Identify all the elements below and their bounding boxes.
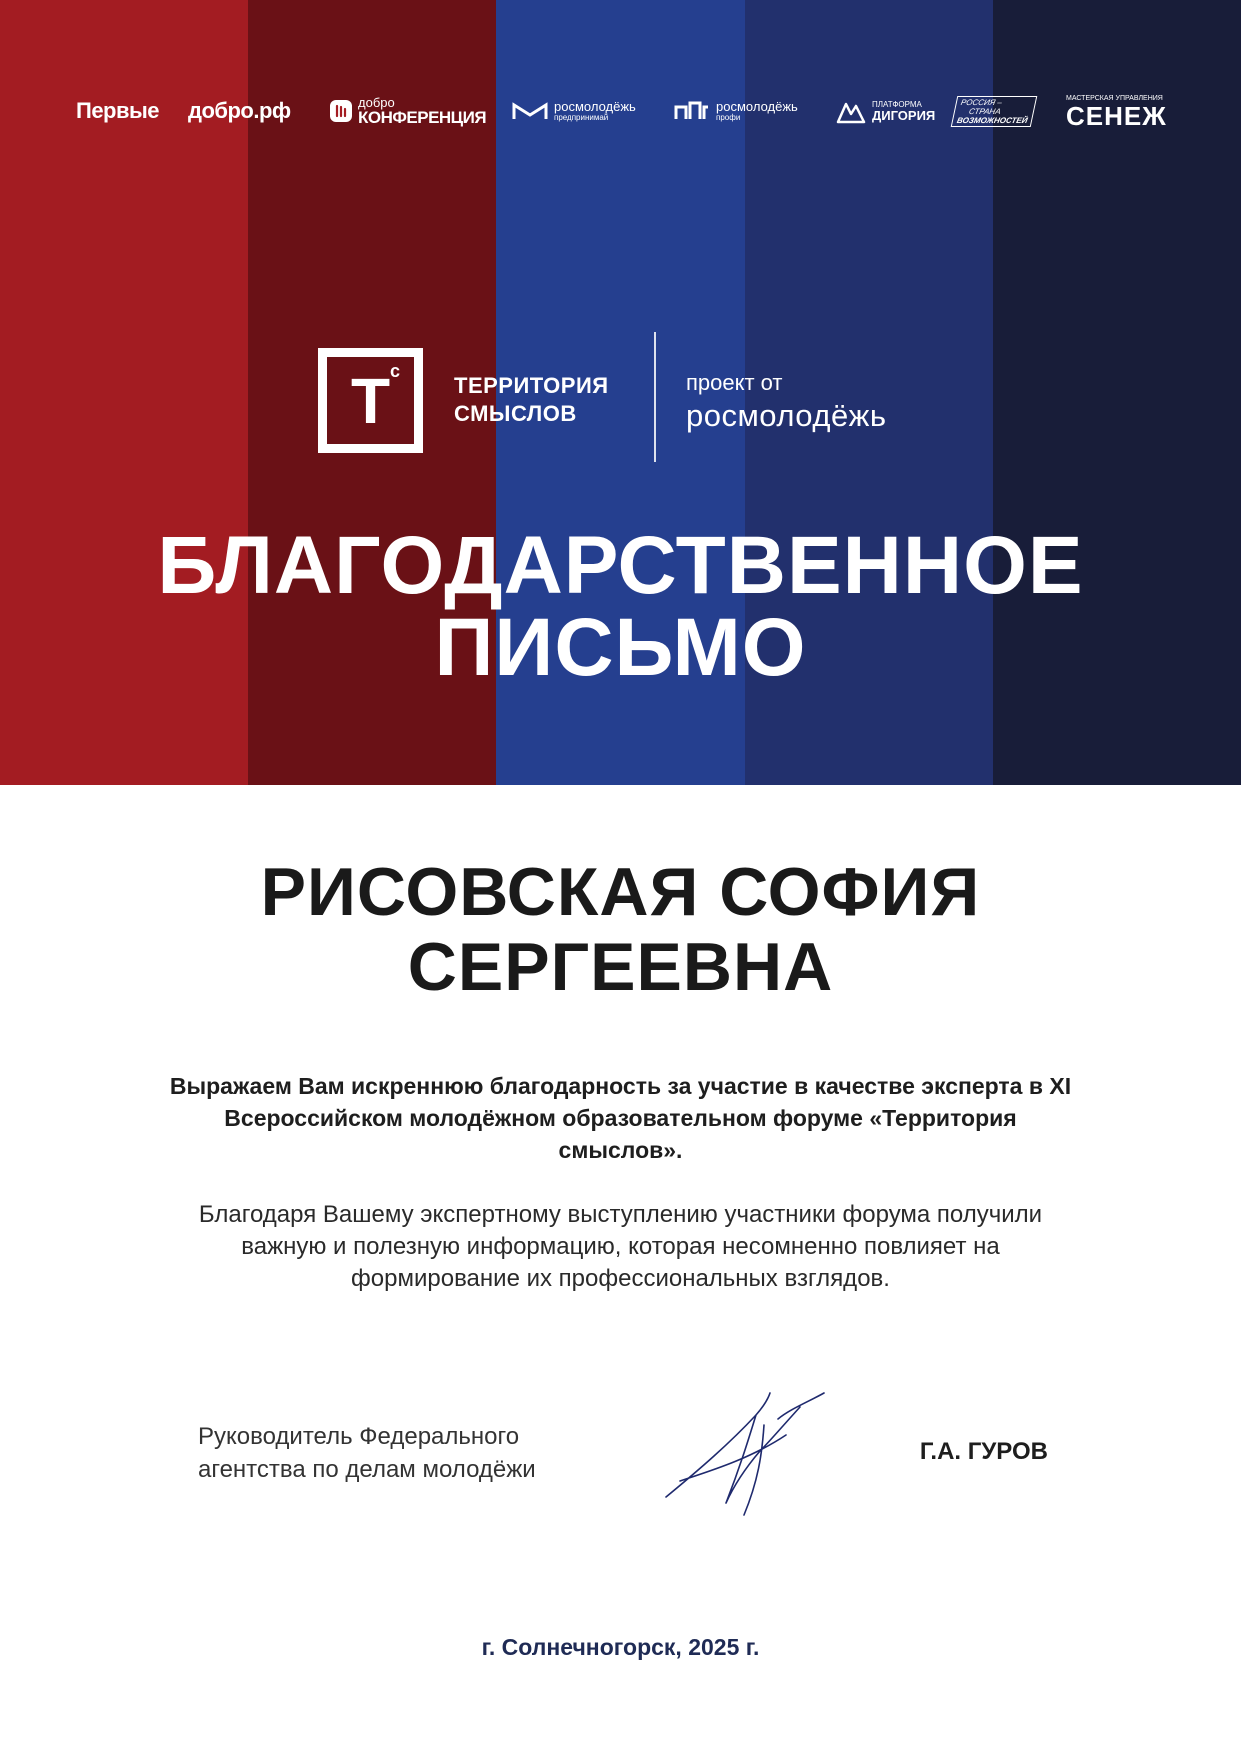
partner-rosmolodezh-profi-sub: профи — [716, 113, 741, 122]
dobro-heart-icon — [330, 100, 352, 122]
mountain-icon — [836, 98, 866, 124]
recipient-name-line2: СЕРГЕЕВНА — [407, 929, 834, 1005]
partner-dobro-conference — [330, 88, 486, 134]
partner-pervye-name: Первые — [76, 98, 160, 123]
recipient-name — [0, 855, 1241, 1005]
territoria-logo-superscript: с — [389, 361, 400, 381]
contribution-paragraph: Благодаря Вашему экспертному выступлению участники форума получили важную и полезную информацию, которая несомненно повлияет на формирование их профессиональных взглядов. — [198, 1201, 1043, 1292]
document-title — [0, 520, 1241, 693]
signer-position-line1: Руководитель Федерального — [198, 1423, 520, 1450]
partner-rosmolodezh-biz — [512, 88, 636, 134]
partner-dobro-name: добро.рф — [188, 98, 291, 123]
project-organization: росмолодёжь — [686, 398, 887, 433]
partner-digoria-top: ПЛАТФОРМА — [872, 100, 922, 109]
territoria-logo-icon — [318, 348, 423, 453]
signer-position-line2: агентства по делам молодёжи — [198, 1456, 536, 1483]
partner-dobro-conference-top: добро — [358, 94, 395, 110]
place-date: г. Солнечногорск, 2025 г. — [481, 1634, 760, 1660]
partner-senezh — [1066, 88, 1167, 134]
thanks-paragraph: Выражаем Вам искреннюю благодарность за участие в качестве эксперта в XI Всероссийском молодёжном образовательном форуме «Территория смыслов». — [169, 1073, 1072, 1163]
forum-brand — [318, 332, 928, 462]
forum-name — [454, 372, 609, 428]
partner-rosmolodezh-biz-sub: предпринимай — [554, 113, 609, 122]
handwritten-signature — [660, 1385, 830, 1525]
forum-name-line2: СМЫСЛОВ — [454, 401, 577, 426]
partner-logos — [0, 88, 1241, 134]
partner-pervye — [76, 88, 159, 134]
partner-rosmolodezh-biz-name: росмолодёжь — [554, 99, 636, 114]
project-caption: проект от — [686, 370, 783, 395]
signer-position — [198, 1420, 618, 1486]
signer-name: Г.А. ГУРОВ — [919, 1438, 1048, 1465]
partner-russia-opportunities — [954, 88, 1034, 134]
partner-rosmolodezh-profi-name: росмолодёжь — [716, 99, 798, 114]
partner-russia-opportunities-sub: ВОЗМОЖНОСТЕЙ — [956, 115, 1029, 125]
partner-digoria — [836, 88, 935, 134]
partner-rosmolodezh-profi — [674, 88, 798, 134]
partner-dobro-conference-name: КОНФЕРЕНЦИЯ — [358, 107, 487, 127]
rosmolodezh-p-icon — [674, 101, 710, 121]
brand-divider — [654, 332, 656, 462]
partner-senezh-top: МАСТЕРСКАЯ УПРАВЛЕНИЯ — [1066, 94, 1163, 102]
partner-dobro — [188, 88, 291, 134]
territoria-logo-letter: Т — [350, 365, 391, 437]
rosmolodezh-m-icon — [512, 101, 548, 121]
document-title-line2: ПИСЬМО — [434, 602, 807, 693]
forum-name-line1: ТЕРРИТОРИЯ — [454, 373, 609, 398]
document-title-line1: БЛАГОДАРСТВЕННОЕ — [157, 520, 1084, 611]
partner-russia-opportunities-name: СТРАНА — [968, 106, 1002, 116]
recipient-name-line1: РИСОВСКАЯ СОФИЯ — [260, 854, 981, 930]
partner-senezh-name: СЕНЕЖ — [1066, 100, 1167, 131]
partner-digoria-name: ДИГОРИЯ — [872, 108, 936, 123]
partner-russia-opportunities-top: РОССИЯ – — [959, 97, 1003, 107]
